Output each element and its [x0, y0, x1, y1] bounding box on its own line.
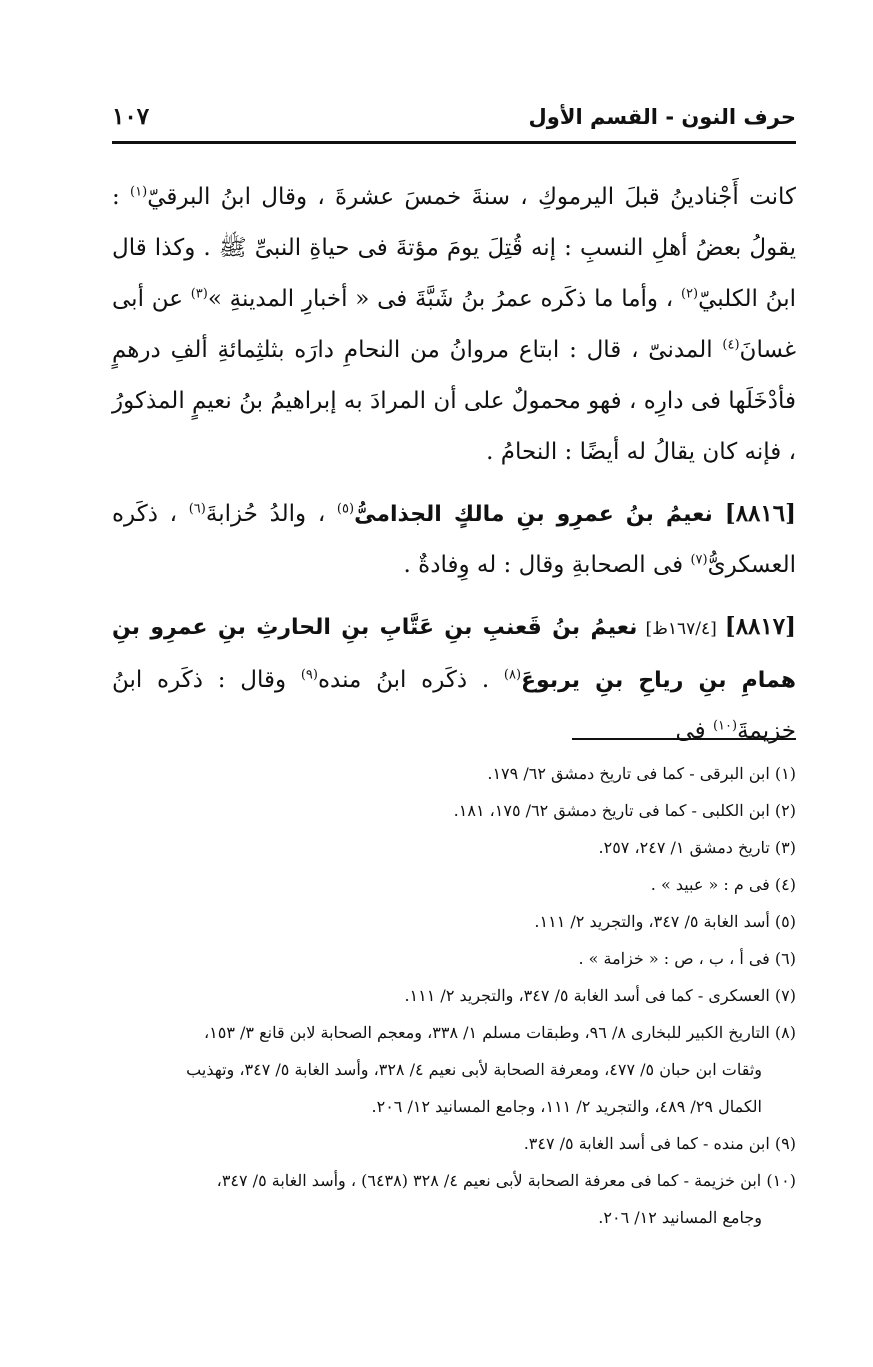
- footnote-8: [112, 1014, 796, 1051]
- entry-8816: [112, 488, 796, 591]
- footnote-ref[interactable]: (٤): [722, 337, 740, 353]
- entry-8817: [112, 601, 796, 757]
- entry-name: نعيمُ بنُ عمرِو بنِ مالكٍ الجذامىُّ: [354, 502, 725, 527]
- footnote-3: [112, 829, 796, 866]
- footnote-8-continuation: [112, 1088, 796, 1125]
- footnote-5: [112, 903, 796, 940]
- footnote-text: (٨) التاريخ الكبير للبخارى ٨/ ٩٦، وطبقات مسلم ١/ ٣٣٨، ومعجم الصحابة لابن قانع ٣/ ١٥٣،: [203, 1023, 796, 1042]
- entry-name: نعيمُ بنُ قَعنبِ بنِ عَتَّابِ بنِ الحارثِ بنِ عمرِو بنِ همامِ بنِ رياحِ بنِ يربوعَ: [112, 615, 797, 693]
- text-span: ، ذكَره العسكرىُّ: [112, 501, 796, 578]
- footnote-text: (٩) ابن منده - كما فى أسد الغابة ٥/ ٣٤٧.: [523, 1134, 796, 1153]
- text-span: وقال : ذكَره ابنُ خزيمةَ: [112, 667, 796, 744]
- footnote-text: وجامع المسانيد ١٢/ ٢٠٦.: [598, 1208, 762, 1227]
- text-span: . ذكَره ابنُ منده: [317, 667, 504, 693]
- footnote-text: (٤) فى م : « عبيد » .: [650, 875, 796, 894]
- footnote-ref[interactable]: (١): [130, 184, 148, 200]
- entry-number: [٨٨١٧]: [724, 613, 796, 640]
- main-text: [112, 172, 796, 757]
- text-span: : يقولُ بعضُ أهلِ النسبِ : إنه قُتِلَ يومَ مؤتةَ فى حياةِ النبىِّ ﷺ . وكذا قال ابنُ الكلبيّ: [112, 184, 796, 312]
- footnote-4: [112, 866, 796, 903]
- text-span: كانت أَجْنادينُ قبلَ اليرموكِ ، سنةَ خمسَ عشرةَ ، وقال ابنُ البرقيّ: [147, 184, 797, 210]
- footnote-10-continuation: [112, 1199, 796, 1236]
- footnote-ref[interactable]: (٦): [188, 501, 206, 517]
- footnote-1: [112, 755, 796, 792]
- footnote-text: الكمال ٢٩/ ٤٨٩، والتجريد ٢/ ١١١، وجامع المسانيد ١٢/ ٢٠٦.: [371, 1097, 762, 1116]
- footnote-text: (١) ابن البرقى - كما فى تاريخ دمشق ٦٢/ ١٧٩.: [487, 764, 796, 783]
- footnote-ref[interactable]: (١٠): [712, 718, 738, 734]
- running-header: [112, 95, 796, 139]
- footnote-ref[interactable]: (٥): [336, 501, 355, 517]
- paragraph-continuation: [112, 172, 796, 478]
- text-span: فى: [675, 718, 713, 744]
- footnote-ref[interactable]: (٣): [190, 286, 208, 302]
- footnote-text: (٣) تاريخ دمشق ١/ ٢٤٧، ٢٥٧.: [598, 838, 796, 857]
- text-span: ، وأما ما ذكَره عمرُ بنُ شَبَّةَ فى « أخبارِ المدينةِ »: [207, 286, 681, 312]
- page-number: ١٠٧: [112, 103, 150, 130]
- footnote-text: (٢) ابن الكلبى - كما فى تاريخ دمشق ٦٢/ ١٧٥، ١٨١.: [453, 801, 796, 820]
- footnote-2: [112, 792, 796, 829]
- text-span: ، والدُ حُزابةَ: [205, 501, 337, 527]
- header-title: حرف النون - القسم الأول: [528, 105, 796, 129]
- footnote-text: (٥) أسد الغابة ٥/ ٣٤٧، والتجريد ٢/ ١١١.: [534, 912, 796, 931]
- text-span: عن أبى غسانَ: [112, 286, 796, 363]
- text-span: فى الصحابةِ وقال : له وِفادةٌ .: [403, 552, 691, 578]
- text-span: المدنىّ ، قال : ابتاع مروانُ من النحامِ دارَه بثلثِمائةِ ألفِ درهمٍ فأدْخَلَها فى دارِه ، فهو محمولٌ على أن المرادَ به إبراهيمُ بنُ نعيمٍ المذكورُ ، فإنه كان يقالُ له أيضًا : النحامُ .: [112, 337, 796, 465]
- entry-number: [٨٨١٦]: [724, 500, 796, 527]
- footnote-divider: [572, 738, 796, 740]
- footnote-10: [112, 1162, 796, 1199]
- footnote-text: (٦) فى أ ، ب ، ص : « خزامة » .: [578, 949, 796, 968]
- footnotes: [112, 755, 796, 1236]
- footnote-7: [112, 977, 796, 1014]
- footnote-ref[interactable]: (٧): [690, 552, 708, 568]
- footnote-text: (٧) العسكرى - كما فى أسد الغابة ٥/ ٣٤٧، والتجريد ٢/ ١١١.: [404, 986, 796, 1005]
- volume-reference: [١٦٧/٤ظ]: [637, 619, 725, 639]
- footnote-6: [112, 940, 796, 977]
- header-divider: [112, 141, 796, 144]
- footnote-text: (١٠) ابن خزيمة - كما فى معرفة الصحابة لأبى نعيم ٤/ ٣٢٨ (٦٤٣٨) ، وأسد الغابة ٥/ ٣٤٧،: [216, 1171, 796, 1190]
- footnote-ref[interactable]: (٩): [300, 667, 318, 683]
- footnote-ref[interactable]: (٨): [503, 667, 522, 683]
- footnote-8-continuation: [112, 1051, 796, 1088]
- footnote-9: [112, 1125, 796, 1162]
- footnote-ref[interactable]: (٢): [680, 286, 699, 302]
- footnote-text: وثقات ابن حبان ٥/ ٤٧٧، ومعرفة الصحابة لأبى نعيم ٤/ ٣٢٨، وأسد الغابة ٥/ ٣٤٧، وتهذيب: [186, 1060, 762, 1079]
